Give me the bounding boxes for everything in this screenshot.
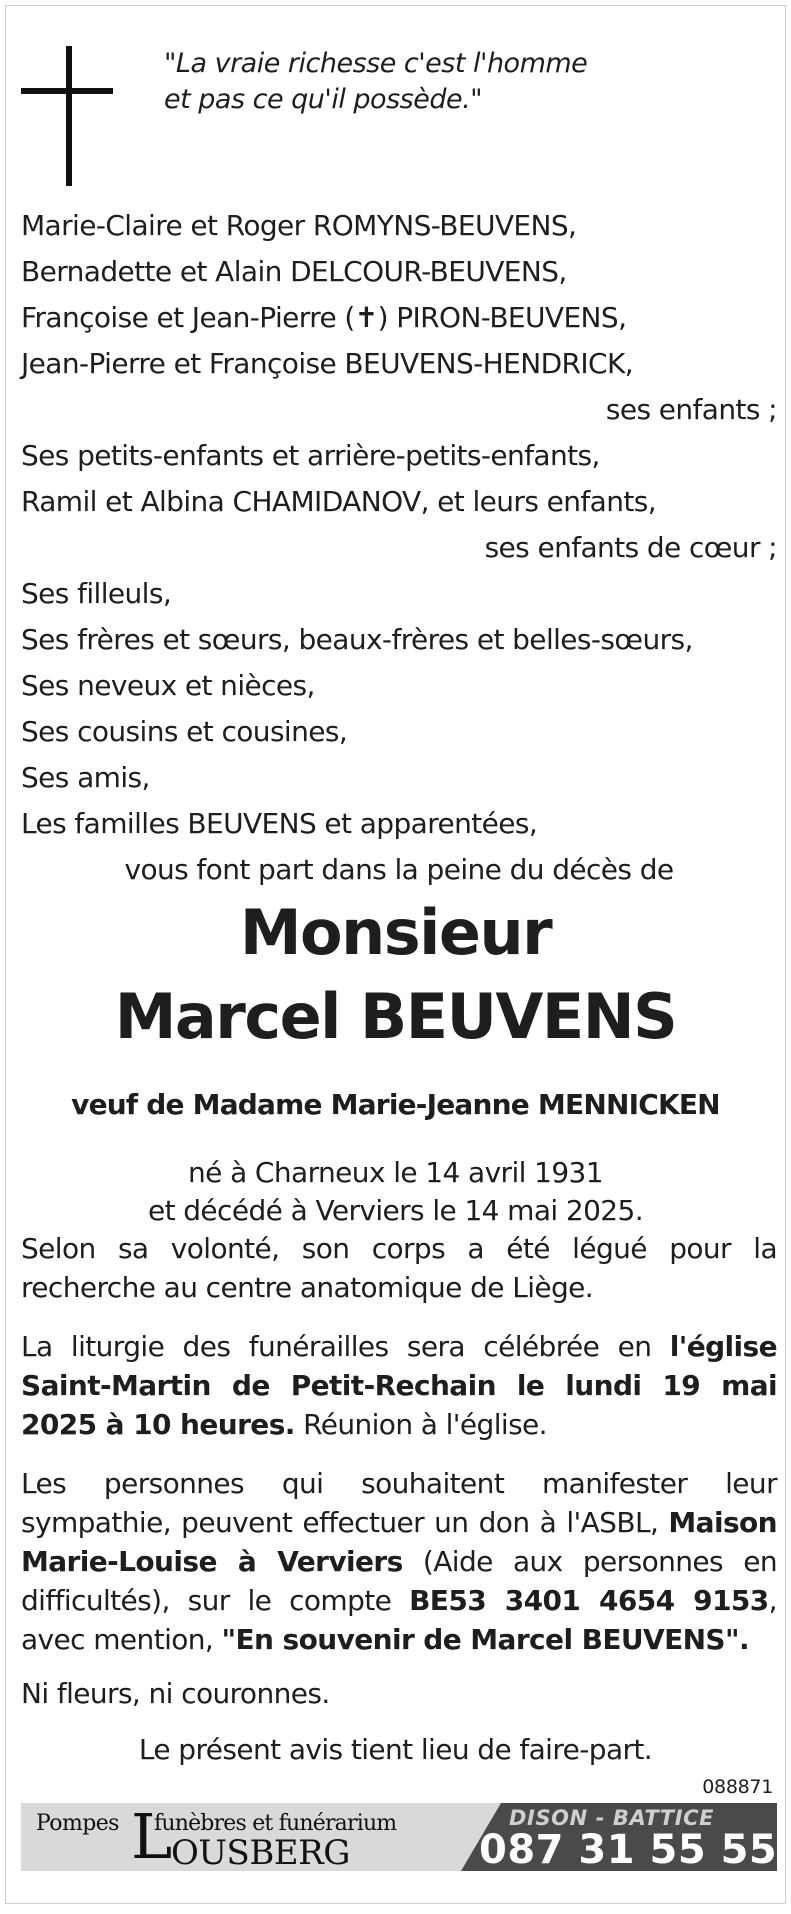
birth-line: né à Charneux le 14 avril 1931: [188, 1156, 603, 1189]
logo-name: OUSBERG: [171, 1833, 350, 1871]
body-funeral-info: [21, 1327, 777, 1444]
banner-pompes: Pompes: [36, 1811, 119, 1836]
funeral-text: Réunion à l'église.: [294, 1408, 547, 1441]
family-line: Ses neveux et nièces,: [21, 669, 315, 702]
spouse-line: veuf de Madame Marie-Jeanne MENNICKEN: [71, 1088, 720, 1121]
death-line: et décédé à Verviers le 14 mai 2025.: [147, 1194, 644, 1227]
donation-mention: "En souvenir de Marcel BEUVENS".: [221, 1623, 750, 1656]
quote-line: et pas ce qu'il possède.": [164, 84, 483, 115]
deceased-title: Monsieur: [239, 896, 552, 969]
funeral-location: l'église Saint-Martin de Petit-Rechain le lundi 19 mai 2025 à 10 heures.: [21, 1330, 777, 1441]
family-line: Ses petits-enfants et arrière-petits-enfants,: [21, 439, 600, 472]
flowers-note: Ni fleurs, ni couronnes.: [21, 1677, 330, 1710]
funeral-text: La liturgie des funérailles sera célébrée en: [21, 1330, 670, 1363]
family-role: ses enfants de cœur ;: [484, 531, 777, 564]
donation-org: Maison Marie-Louise à Verviers: [21, 1506, 777, 1578]
funeral-home-banner: [21, 1803, 777, 1871]
bank-account: BE53 3401 4654 9153: [409, 1584, 769, 1617]
donation-text: , avec mention,: [21, 1584, 777, 1656]
quote-line: "La vraie richesse c'est l'homme: [164, 48, 588, 79]
family-line: Ses frères et sœurs, beaux-frères et belles-sœurs,: [21, 623, 693, 656]
family-line: Jean-Pierre et Françoise BEUVENS-HENDRICK,: [21, 347, 634, 380]
cross-icon-bar: [21, 88, 113, 94]
epitaph-quote: [164, 46, 587, 118]
cross-icon: [66, 46, 72, 186]
body-donation-info: [21, 1464, 777, 1659]
family-line: Bernadette et Alain DELCOUR-BEUVENS,: [21, 255, 567, 288]
family-line: Marie-Claire et Roger ROMYNS-BEUVENS,: [21, 209, 577, 242]
family-role: ses enfants ;: [605, 393, 777, 426]
family-line: Ramil et Albina CHAMIDANOV, et leurs enfants,: [21, 485, 657, 518]
closing-note: Le présent avis tient lieu de faire-part.: [138, 1733, 653, 1766]
banner-funebres: funèbres et funérarium: [154, 1811, 397, 1836]
donation-text: Les personnes qui souhaitent manifester leur sympathie, peuvent effectuer un don à l'ASBL,: [21, 1467, 777, 1539]
family-line: Les familles BEUVENS et apparentées,: [21, 807, 538, 840]
family-line: Ses cousins et cousines,: [21, 715, 348, 748]
family-line: Françoise et Jean-Pierre (✝) PIRON-BEUVENS,: [21, 301, 627, 334]
family-line: Ses filleuls,: [21, 577, 172, 610]
family-list: [21, 203, 777, 893]
life-dates: [6, 1154, 785, 1230]
obituary-notice: [5, 5, 786, 1904]
reference-number: 088871: [702, 1776, 773, 1798]
logo-initial: L: [131, 1803, 173, 1871]
banner-phone: 087 31 55 55: [479, 1827, 777, 1871]
banner-location: DISON - BATTICE: [509, 1806, 715, 1830]
family-line: Ses amis,: [21, 761, 150, 794]
announcement-line: vous font part dans la peine du décès de: [124, 853, 674, 886]
deceased-name: Marcel BEUVENS: [114, 980, 677, 1053]
donation-text: (Aide aux personnes en difficultés), sur le compte: [21, 1545, 777, 1617]
body-donation-note: Selon sa volonté, son corps a été légué pour la recherche au centre anatomique de Liège.: [21, 1232, 777, 1304]
